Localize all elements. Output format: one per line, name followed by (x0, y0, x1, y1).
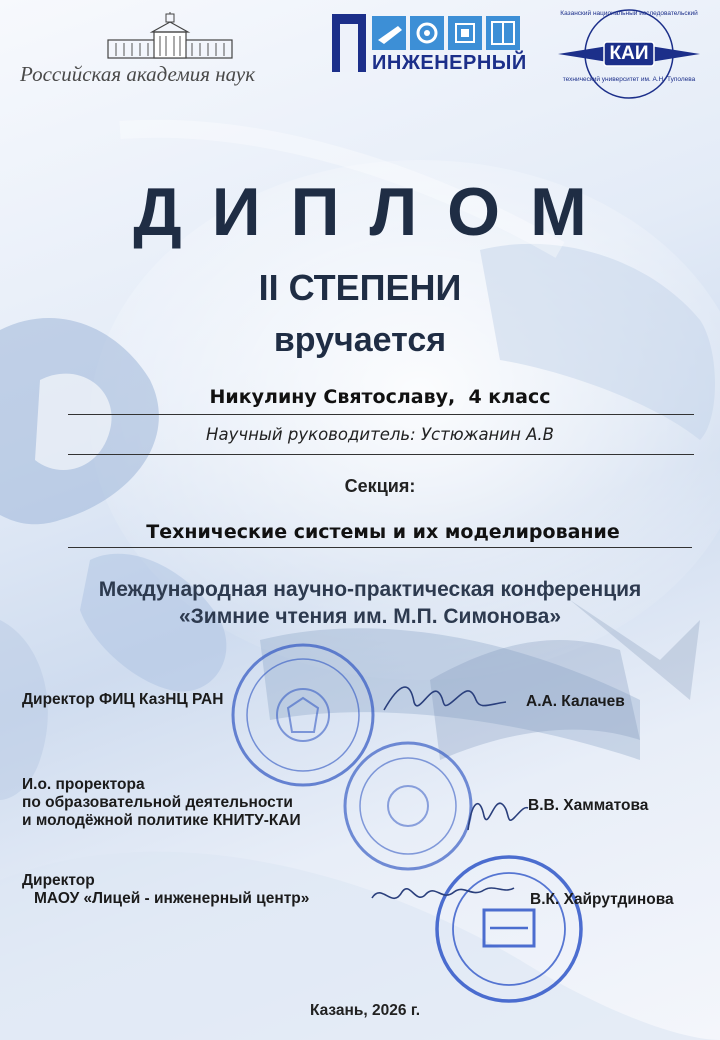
signatory-2-name: В.В. Хамматова (528, 797, 649, 814)
academy-building-icon (106, 12, 234, 62)
engineer-center-logo (332, 14, 526, 76)
ran-logo (20, 12, 310, 92)
section-label: Секция: (344, 476, 416, 496)
engineer-logo-text: ИНЖЕНЕРНЫЙ (372, 52, 527, 74)
signatory-2-title: И.о. проректора по образовательной деятельности и молодёжной политике КНИТУ-КАИ (22, 776, 301, 829)
supervisor-underline (68, 454, 694, 455)
recipient-name: Никулину Святославу, 4 класс (209, 386, 551, 408)
place-date: Казань, 2026 г. (309, 1002, 421, 1019)
conference-line-1: Международная научно-практическая конференция (98, 578, 642, 601)
eagle-icon (288, 698, 318, 732)
signature-2 (462, 790, 532, 836)
diploma-degree: II СТЕПЕНИ (258, 267, 462, 308)
supervisor-line: Научный руководитель: Устюжанин А.В (206, 425, 554, 444)
signatory-3-name: В.К. Хайрутдинова (530, 891, 674, 908)
section-value: Технические системы и их моделирование (146, 521, 620, 543)
section-underline (68, 547, 692, 548)
kai-logo (548, 8, 710, 108)
signatory-1-title: Директор ФИЦ КазНЦ РАН (22, 691, 224, 708)
signature-3 (368, 876, 518, 920)
conference-line-2: «Зимние чтения им. М.П. Симонова» (178, 605, 562, 628)
kai-arc-bottom-text: технический университет им. А.Н. Туполева (562, 76, 696, 83)
signatory-1-name: А.А. Калачев (526, 693, 625, 710)
diploma-title: ДИПЛОМ (133, 174, 617, 250)
recipient-underline (68, 414, 694, 415)
signatory-3-title: Директор МАОУ «Лицей - инженерный центр» (22, 872, 310, 907)
kai-arc-top-text: Казанский национальный исследовательский (560, 10, 698, 17)
kai-logo-text: КАИ (609, 43, 649, 64)
diploma-awarded: вручается (273, 321, 447, 359)
ran-logo-text: Российская академия наук (20, 62, 256, 86)
signature-1 (380, 672, 510, 722)
